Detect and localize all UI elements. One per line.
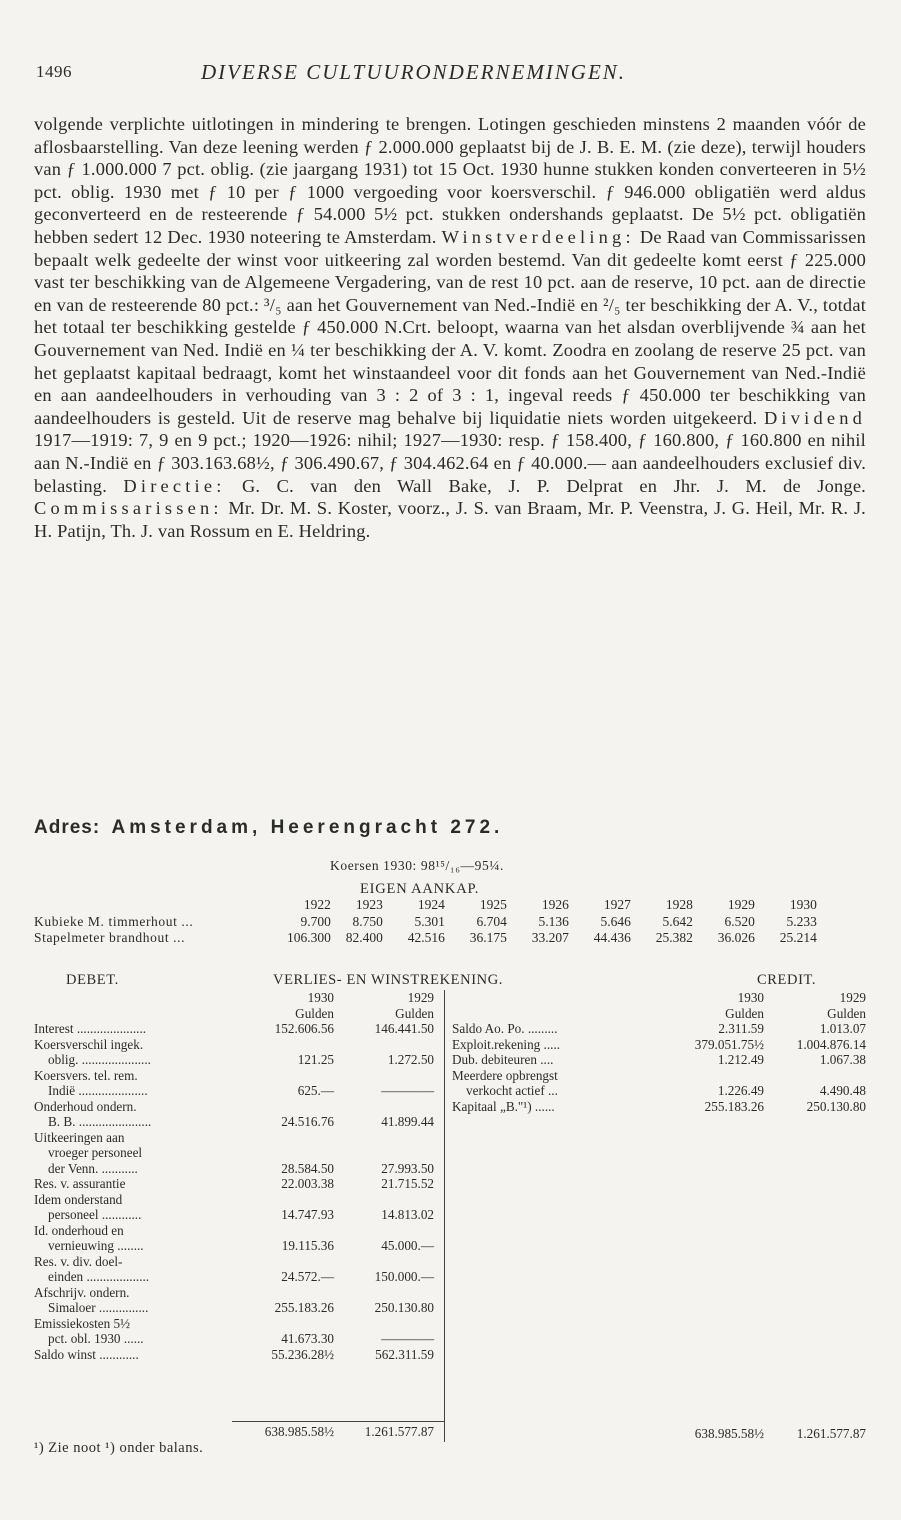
- credit-value-1929: 4.490.48: [819, 1083, 866, 1098]
- credit-unit-1930: Gulden: [725, 1005, 764, 1021]
- debet-col-1930: 1930: [307, 990, 334, 1005]
- credit-total-1929: 1.261.577.87: [796, 1426, 866, 1441]
- credit-row: [452, 1068, 866, 1084]
- debet-row: [34, 1052, 434, 1068]
- debet-value-1929: 21.715.52: [381, 1176, 434, 1191]
- debet-total-rule: [232, 1421, 444, 1422]
- credit-value-1929: 250.130.80: [806, 1098, 866, 1114]
- debet-value-1930: 255.183.26: [274, 1300, 334, 1315]
- address-label: Adres:: [34, 817, 101, 838]
- year-header: 1928: [665, 897, 693, 912]
- debet-row: [34, 1331, 434, 1347]
- debet-value-1929: ————: [381, 1331, 434, 1346]
- debet-row: [34, 1176, 434, 1192]
- debet-item-label: vroeger personeel: [48, 1145, 143, 1160]
- debet-value-1930: 41.673.30: [281, 1331, 334, 1346]
- debet-item-label: Onderhoud ondern.: [34, 1098, 137, 1114]
- table-cell: 9.700: [300, 913, 331, 929]
- year-header: 1926: [541, 897, 569, 912]
- table-cell: 6.520: [724, 913, 755, 929]
- empty-cell: [334, 1254, 434, 1270]
- debet-item-label: Koersvers. tel. rem.: [34, 1067, 138, 1083]
- empty-cell: [234, 1145, 334, 1161]
- empty-cell: [234, 1285, 334, 1301]
- credit-value-1930: 255.183.26: [704, 1098, 764, 1114]
- credit-value-1929: 1.013.07: [819, 1021, 866, 1036]
- eigen-aankap-table: [34, 897, 817, 947]
- debet-value-1930: 22.003.38: [281, 1176, 334, 1191]
- credit-unit-1929: Gulden: [827, 1005, 866, 1021]
- debet-value-1929: 150.000.—: [374, 1269, 434, 1284]
- debet-row: [34, 1083, 434, 1099]
- credit-row: [452, 1099, 866, 1115]
- koersen-line: Koersen 1930: 98¹⁵/₁₆—95¼.: [330, 858, 505, 873]
- debet-value-1929: 41.899.44: [381, 1114, 434, 1129]
- debet-row: [34, 1269, 434, 1285]
- debet-row: [34, 1285, 434, 1301]
- debet-value-1930: 152.606.56: [274, 1021, 334, 1036]
- debet-value-1929: 562.311.59: [375, 1346, 434, 1362]
- credit-table: [452, 990, 866, 1114]
- empty-cell: [234, 1099, 334, 1115]
- credit-value-1930: 1.212.49: [717, 1052, 764, 1067]
- year-header: 1923: [355, 897, 383, 912]
- debet-value-1929: 14.813.02: [381, 1207, 434, 1222]
- credit-value-1930: 2.311.59: [718, 1021, 764, 1036]
- empty-cell: [334, 1285, 434, 1301]
- credit-item-label: Meerdere opbrengst: [452, 1067, 558, 1083]
- table-cell: 5.646: [600, 913, 631, 929]
- debet-row: [34, 1300, 434, 1316]
- empty-cell: [334, 1223, 434, 1239]
- debet-item-label: Saldo winst ............: [34, 1346, 139, 1362]
- credit-row: [452, 1037, 866, 1053]
- table-cell: 5.301: [414, 913, 445, 929]
- credit-heading: CREDIT.: [757, 972, 817, 988]
- debet-item-label: vernieuwing ........: [48, 1238, 144, 1253]
- debet-item-label: Afschrijv. ondern.: [34, 1284, 130, 1300]
- empty-cell: [234, 1223, 334, 1239]
- year-header: 1929: [727, 897, 755, 912]
- debet-unit-1929: Gulden: [395, 1005, 434, 1021]
- credit-item-label: Kapitaal „B."¹) ......: [452, 1098, 555, 1114]
- year-header: 1922: [303, 897, 331, 912]
- label-commissarissen: Commissarissen:: [34, 498, 223, 519]
- debet-item-label: personeel ............: [48, 1207, 142, 1222]
- debet-value-1930: 625.—: [297, 1083, 334, 1098]
- debet-item-label: der Venn. ...........: [48, 1160, 138, 1176]
- paragraph-winstverdeeling: De Raad van Commissarissen bepaalt welk gedeelte der winst voor uitkeering zal worden bestemd. Van dit gedeelte komt eerst ƒ 225.000 vast ter beschikking van de Algemeene Vergadering, van de rest 10 pct. aan de reserve, 10 pct. aan de directie en van de resteerende 80 pct.: ³/₅ aan het Gouvernement van Ned.-Indië en ²/₅ ter beschikking der A. V., totdat het totaal ter beschikking gestelde ƒ 450.000 N.Crt. beloopt, waarna van het alsdan overblijvende ¾ aan het Gouvernement van Ned. Indië en ¼ ter beschikking der A. V. komt. Zoodra en zoolang de reserve 25 pct. van het geplaatst kapitaal bedraagt, komt het winstaandeel voor dit fonds aan het Gouvernement van Ned.-Indië en aan aandeelhouders in verhouding van 3 : 2 of 3 : 1, ingeval reeds ƒ 450.000 ter beschikking van aandeelhouders is gesteld. Uit de reserve mag behalve bij liquidatie niets worden uitgekeerd.: [34, 226, 866, 428]
- paragraph-commissarissen: Mr. Dr. M. S. Koster, voorz., J. S. van Braam, Mr. P. Veenstra, J. G. Heil, Mr. R. J. H. Patijn, Th. J. van Rossum en E. Heldring.: [34, 498, 866, 541]
- credit-value-1929: 1.004.876.14: [796, 1036, 866, 1052]
- empty-cell: [234, 1037, 334, 1053]
- debet-item-label: Interest .....................: [34, 1021, 147, 1036]
- credit-item-label: Exploit.rekening .....: [452, 1036, 561, 1052]
- year-header: 1927: [603, 897, 631, 912]
- debet-total-1930: 638.985.58½: [264, 1424, 334, 1439]
- table-cell: 5.233: [786, 913, 817, 929]
- credit-row: [452, 1021, 866, 1037]
- debet-row: [34, 1099, 434, 1115]
- verlies-winst-title: VERLIES- EN WINSTREKENING.: [273, 972, 503, 988]
- debet-row: [34, 1316, 434, 1332]
- debet-value-1930: 19.115.36: [281, 1238, 334, 1253]
- row-label: Kubieke M. timmerhout ...: [34, 913, 194, 929]
- debet-item-label: Res. v. div. doel-: [34, 1253, 123, 1269]
- table-cell: 25.382: [655, 930, 693, 945]
- empty-cell: [662, 1068, 764, 1084]
- debet-item-label: Res. v. assurantie: [34, 1176, 126, 1191]
- column-divider: [444, 990, 445, 1442]
- body-text: [34, 113, 866, 542]
- table-cell: 33.207: [531, 930, 569, 945]
- empty-cell: [334, 1192, 434, 1208]
- debet-item-label: B. B. ......................: [48, 1114, 152, 1129]
- debet-row: [34, 1254, 434, 1270]
- credit-total-1930: 638.985.58½: [694, 1426, 764, 1441]
- label-directie: Directie:: [123, 475, 226, 496]
- credit-item-label: Saldo Ao. Po. .........: [452, 1021, 558, 1036]
- debet-row: [34, 1114, 434, 1130]
- credit-row: [452, 1052, 866, 1068]
- debet-value-1929: ————: [381, 1083, 434, 1098]
- credit-row: [452, 1083, 866, 1099]
- credit-year-row: [452, 990, 866, 1006]
- debet-total-1929: 1.261.577.87: [364, 1424, 434, 1439]
- debet-value-1930: 24.572.—: [281, 1269, 334, 1284]
- empty-cell: [234, 1254, 334, 1270]
- table-cell: 25.214: [779, 930, 817, 945]
- eigen-aankap-row: [34, 930, 817, 947]
- label-dividend: Dividend: [763, 407, 866, 428]
- empty-cell: [334, 1037, 434, 1053]
- credit-col-1929: 1929: [839, 990, 866, 1005]
- debet-totals: [234, 1424, 434, 1440]
- table-cell: 5.136: [538, 913, 569, 929]
- debet-item-label: pct. obl. 1930 ......: [48, 1331, 144, 1346]
- table-cell: 36.175: [469, 930, 507, 945]
- debet-row: [34, 1207, 434, 1223]
- debet-row: [34, 1130, 434, 1146]
- credit-item-label: Dub. debiteuren ....: [452, 1052, 554, 1067]
- debet-value-1930: 55.236.28½: [271, 1346, 334, 1362]
- debet-heading: DEBET.: [66, 972, 119, 988]
- debet-item-label: einden ...................: [48, 1269, 150, 1284]
- empty-cell: [234, 1130, 334, 1146]
- address-line: [34, 817, 503, 839]
- footnote: ¹) Zie noot ¹) onder balans.: [34, 1440, 204, 1456]
- debet-row: [34, 1347, 434, 1363]
- running-title: DIVERSE CULTUURONDERNEMINGEN.: [201, 60, 627, 84]
- debet-unit-1930: Gulden: [295, 1005, 334, 1021]
- debet-row: [34, 1161, 434, 1177]
- debet-col-1929: 1929: [407, 990, 434, 1005]
- debet-row: [34, 1068, 434, 1084]
- eigen-aankap-row: [34, 914, 817, 931]
- paragraph-directie: G. C. van den Wall Bake, J. P. Delprat en Jhr. J. M. de Jonge.: [241, 475, 866, 496]
- year-header: 1925: [479, 897, 507, 912]
- year-header: 1930: [789, 897, 817, 912]
- table-cell: 8.750: [352, 913, 383, 929]
- debet-value-1929: 27.993.50: [381, 1160, 434, 1176]
- table-cell: 6.704: [476, 913, 507, 929]
- debet-row: [34, 1037, 434, 1053]
- empty-cell: [234, 1316, 334, 1332]
- credit-value-1930: 1.226.49: [717, 1083, 764, 1098]
- debet-value-1929: 250.130.80: [374, 1300, 434, 1315]
- debet-value-1930: 24.516.76: [281, 1114, 334, 1129]
- table-cell: 36.026: [717, 930, 755, 945]
- debet-row: [34, 1223, 434, 1239]
- year-header: 1924: [417, 897, 445, 912]
- debet-table: [34, 990, 434, 1362]
- table-cell: 82.400: [345, 930, 383, 945]
- address-value: Amsterdam, Heerengracht 272.: [111, 817, 504, 838]
- label-winstverdeeling: Winstverdeeling:: [441, 226, 635, 247]
- debet-value-1930: 14.747.93: [281, 1207, 334, 1222]
- debet-item-label: Simaloer ...............: [48, 1300, 149, 1315]
- debet-item-label: oblig. .....................: [48, 1052, 151, 1067]
- paragraph-dividend: 1917—1919: 7, 9 en 9 pct.; 1920—1926: nihil; 1927—1930: resp. ƒ 158.400, ƒ 160.800, ƒ 160.800 en nihil aan N.-Indië en ƒ 303.163.68½, ƒ 306.490.67, ƒ 304.462.64 en ƒ 40.000.— aan aandeelhouders exclusief div. belasting.: [34, 430, 866, 496]
- eigen-aankap-header-row: [34, 897, 817, 914]
- row-label: Stapelmeter brandhout ...: [34, 930, 186, 945]
- empty-cell: [334, 1099, 434, 1115]
- debet-item-label: Indië .....................: [48, 1083, 148, 1098]
- empty-cell: [334, 1130, 434, 1146]
- empty-cell: [764, 1068, 866, 1084]
- table-cell: 42.516: [407, 930, 445, 945]
- credit-item-label: verkocht actief ...: [466, 1083, 558, 1098]
- credit-value-1930: 379.051.75½: [694, 1036, 764, 1052]
- credit-totals: [662, 1426, 866, 1442]
- debet-row: [34, 1145, 434, 1161]
- debet-item-label: Idem onderstand: [34, 1191, 123, 1207]
- debet-unit-row: [34, 1006, 434, 1022]
- eigen-aankap-title: EIGEN AANKAP.: [360, 881, 480, 897]
- debet-row: [34, 1021, 434, 1037]
- credit-value-1929: 1.067.38: [819, 1052, 866, 1067]
- debet-year-row: [34, 990, 434, 1006]
- empty-cell: [234, 1192, 334, 1208]
- debet-value-1929: 146.441.50: [374, 1021, 434, 1036]
- empty-cell: [334, 1316, 434, 1332]
- debet-value-1930: 28.584.50: [281, 1160, 334, 1176]
- table-cell: 5.642: [662, 913, 693, 929]
- paragraph-leening: volgende verplichte uitlotingen in mindering te brengen. Lotingen geschieden minstens 2 maanden vóór de aflosbaarstelling. Van deze leening werden ƒ 2.000.000 geplaatst bij de J. B. E. M. (zie deze), terwijl houders van ƒ 1.000.000 7 pct. oblig. (zie jaargang 1931) tot 15 Oct. 1930 hunne stukken konden converteeren in 5½ pct. oblig. 1930 met ƒ 10 per ƒ 1000 vergoeding voor koersverschil. ƒ 946.000 obligatiën werd aldus geconverteerd en de resteerende ƒ 54.000 5½ pct. stukken ondershands geplaatst. De 5½ pct. obligatiën hebben sedert 12 Dec. 1930 noteering te Amsterdam.: [34, 114, 866, 247]
- debet-item-label: Emissiekosten 5½: [34, 1315, 130, 1331]
- empty-cell: [334, 1145, 434, 1161]
- debet-row: [34, 1238, 434, 1254]
- debet-value-1929: 1.272.50: [387, 1052, 434, 1067]
- debet-value-1929: 45.000.—: [381, 1238, 434, 1253]
- table-cell: 44.436: [593, 930, 631, 945]
- empty-cell: [334, 1068, 434, 1084]
- credit-unit-row: [452, 1006, 866, 1022]
- debet-item-label: Uitkeeringen aan: [34, 1129, 125, 1145]
- page-number: 1496: [36, 62, 72, 81]
- table-cell: 106.300: [287, 930, 331, 945]
- empty-cell: [234, 1068, 334, 1084]
- page-header: [36, 60, 866, 90]
- debet-item-label: Koersverschil ingek.: [34, 1036, 144, 1052]
- debet-item-label: Id. onderhoud en: [34, 1222, 124, 1238]
- credit-col-1930: 1930: [737, 990, 764, 1005]
- debet-row: [34, 1192, 434, 1208]
- debet-value-1930: 121.25: [297, 1052, 334, 1067]
